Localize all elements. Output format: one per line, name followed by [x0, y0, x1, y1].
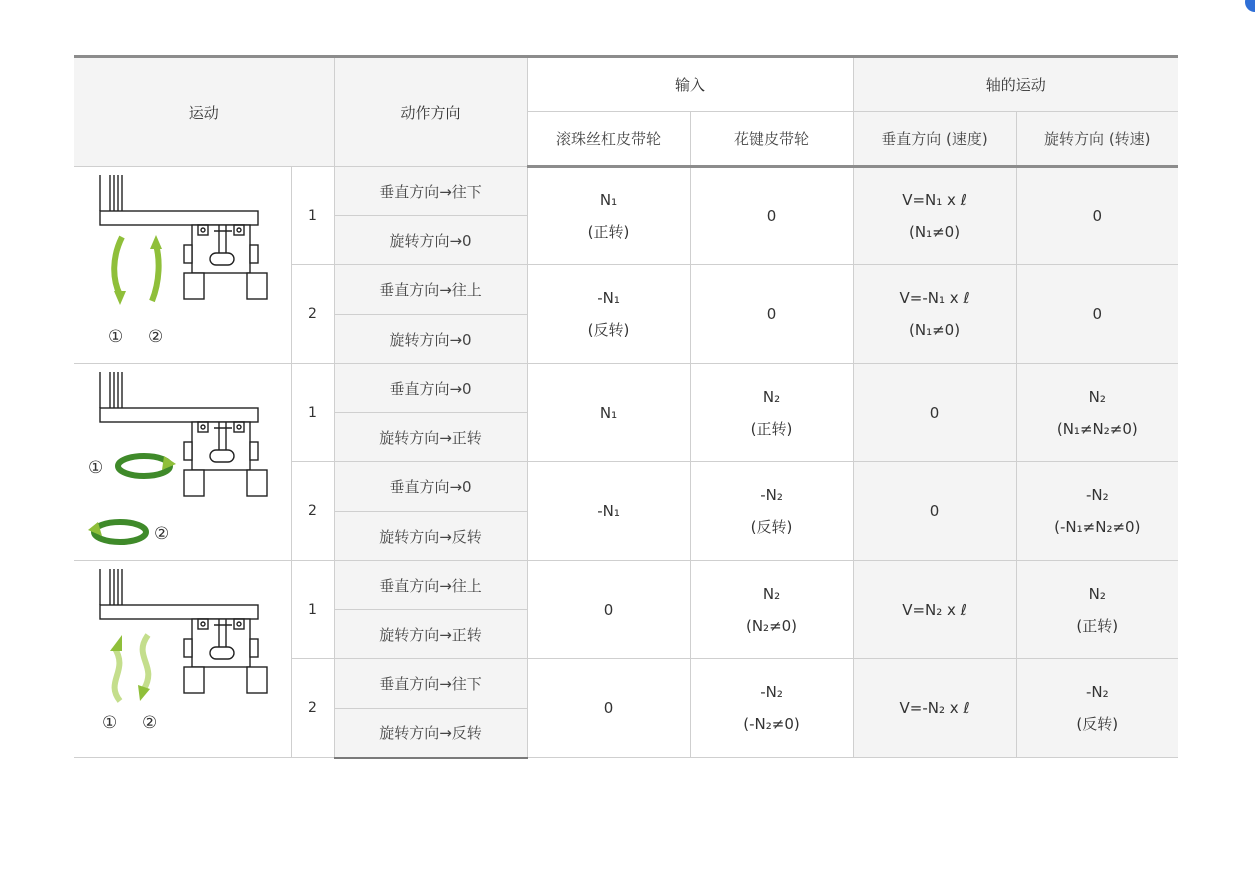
row-number: 1: [291, 167, 334, 265]
action-direction-cell: 旋转方向→反转: [334, 512, 527, 561]
rotation-speed-cell-line: 0: [1092, 305, 1103, 323]
ball-screw-value-cell: [527, 561, 690, 659]
spline-value-cell-line: (-N₂≠0): [743, 715, 800, 733]
spline-value-cell: [690, 265, 853, 364]
action-direction-cell: 垂直方向→0: [334, 462, 527, 512]
action-direction-cell: 旋转方向→0: [334, 216, 527, 265]
motion-marker-1: ①: [102, 713, 118, 733]
motion-marker-2: ②: [154, 524, 170, 544]
rotation-speed-cell: [1016, 167, 1178, 265]
spline-value-cell: [690, 659, 853, 758]
up-arrow-icon: [152, 245, 159, 301]
vertical-speed-cell-line: V=N₁ x ℓ: [902, 191, 967, 209]
rotation-arrows-illustration: [74, 364, 291, 560]
rotation-speed-cell-line: 0: [1092, 207, 1103, 225]
ball-screw-value-cell: [527, 364, 690, 462]
row-number: 1: [291, 364, 334, 462]
spline-value-cell-line: (N₂≠0): [745, 616, 798, 635]
action-direction-cell: 旋转方向→正转: [334, 610, 527, 659]
ball-screw-value-cell-line: (正转): [587, 223, 630, 241]
ball-screw-value-cell-line: N₁: [599, 191, 618, 209]
spiral-down-arrow-icon: [143, 635, 149, 689]
ball-screw-value-cell-line: N₁: [599, 403, 618, 422]
down-arrow-icon: [114, 237, 122, 295]
rotation-speed-cell: [1016, 364, 1178, 462]
corner-badge[interactable]: [1245, 0, 1255, 12]
vertical-speed-cell: [853, 659, 1016, 758]
table-body: [74, 167, 1178, 758]
rotation-speed-cell-line: N₂: [1088, 584, 1106, 603]
rotation-speed-cell-line: -N₂: [1085, 486, 1109, 504]
action-direction-cell: 旋转方向→反转: [334, 709, 527, 758]
header-motion: 运动: [74, 57, 334, 167]
rotation-speed-cell-line: (N₁≠N₂≠0): [1056, 419, 1138, 438]
motion-illustration-cell: [74, 364, 291, 561]
motion-marker-2: ②: [148, 327, 164, 347]
motion-spec-table: [74, 55, 1178, 759]
action-direction-cell: 垂直方向→往上: [334, 561, 527, 610]
spline-value-cell: [690, 561, 853, 659]
rotation-speed-cell: [1016, 265, 1178, 364]
header-axis-motion: 轴的运动: [853, 57, 1178, 112]
action-direction-cell: 旋转方向→正转: [334, 413, 527, 462]
reverse-rotation-arrow-icon: [94, 522, 146, 542]
motion-illustration-cell: [74, 561, 291, 758]
vertical-speed-cell-line: V=-N₁ x ℓ: [899, 289, 970, 307]
ball-screw-value-cell-line: -N₁: [597, 289, 620, 307]
ball-screw-value-cell: [527, 167, 690, 265]
rotation-speed-cell-line: -N₂: [1085, 683, 1109, 701]
robot-drawing: [100, 372, 267, 496]
vertical-speed-cell: [853, 265, 1016, 364]
vertical-speed-cell-line: (N₁≠0): [909, 223, 961, 241]
spline-value-cell-line: 0: [766, 207, 777, 225]
action-direction-cell: 垂直方向→往上: [334, 265, 527, 315]
spline-value-cell-line: -N₂: [760, 683, 783, 701]
spline-value-cell: [690, 364, 853, 462]
action-direction-cell: 垂直方向→往下: [334, 167, 527, 216]
row-number: 1: [291, 561, 334, 659]
spline-value-cell-line: 0: [766, 305, 777, 323]
motion-marker-2: ②: [142, 713, 158, 733]
spline-value-cell: [690, 167, 853, 265]
rotation-speed-cell-line: (正转): [1076, 616, 1119, 635]
header-ball-screw-belt-wheel: 滚珠丝杠皮带轮: [527, 112, 690, 167]
spline-value-cell-line: N₂: [762, 584, 781, 603]
action-direction-cell: 旋转方向→0: [334, 315, 527, 364]
vertical-arrows-illustration: [74, 167, 291, 363]
row-number: 2: [291, 265, 334, 364]
spline-value-cell-line: N₂: [762, 387, 781, 406]
motion-illustration-cell: [74, 167, 291, 364]
ball-screw-value-cell-line: 0: [603, 600, 614, 619]
rotation-speed-cell-line: N₂: [1088, 387, 1106, 406]
motion-marker-1: ①: [88, 458, 104, 478]
table-row: [74, 364, 1178, 413]
vertical-speed-cell: [853, 167, 1016, 265]
table-row: [74, 167, 1178, 216]
robot-drawing: [100, 175, 267, 299]
rotation-speed-cell: [1016, 462, 1178, 561]
action-direction-cell: 垂直方向→往下: [334, 659, 527, 709]
spiral-up-arrow-icon: [114, 647, 120, 701]
rotation-speed-cell-line: (-N₁≠N₂≠0): [1054, 518, 1141, 536]
vertical-speed-cell: [853, 364, 1016, 462]
spline-value-cell-line: (反转): [750, 518, 793, 536]
header-input: 输入: [527, 57, 853, 112]
vertical-speed-cell-line: 0: [929, 403, 940, 422]
header-rotation-speed: 旋转方向 (转速): [1016, 112, 1178, 167]
vertical-speed-cell: [853, 561, 1016, 659]
ball-screw-value-cell-line: -N₁: [597, 502, 620, 520]
table-row: [74, 561, 1178, 610]
header-vertical-speed: 垂直方向 (速度): [853, 112, 1016, 167]
vertical-speed-cell-line: V=-N₂ x ℓ: [899, 699, 970, 717]
action-direction-cell: 垂直方向→0: [334, 364, 527, 413]
rotation-speed-cell: [1016, 561, 1178, 659]
ball-screw-value-cell: [527, 462, 690, 561]
header-action-direction: 动作方向: [334, 57, 527, 167]
ball-screw-value-cell: [527, 659, 690, 758]
robot-drawing: [100, 569, 267, 693]
vertical-speed-cell: [853, 462, 1016, 561]
ball-screw-value-cell: [527, 265, 690, 364]
row-number: 2: [291, 462, 334, 561]
spline-value-cell-line: -N₂: [760, 486, 783, 504]
spline-value-cell-line: (正转): [750, 419, 793, 438]
rotation-speed-cell: [1016, 659, 1178, 758]
ball-screw-value-cell-line: (反转): [587, 321, 630, 339]
rotation-speed-cell-line: (反转): [1076, 715, 1119, 733]
forward-rotation-arrow-icon: [118, 456, 170, 476]
vertical-speed-cell-line: V=N₂ x ℓ: [902, 600, 967, 619]
spline-value-cell: [690, 462, 853, 561]
motion-marker-1: ①: [108, 327, 124, 347]
header-spline-belt-wheel: 花键皮带轮: [690, 112, 853, 167]
vertical-speed-cell-line: (N₁≠0): [909, 321, 961, 339]
ball-screw-value-cell-line: 0: [603, 699, 614, 717]
vertical-speed-cell-line: 0: [929, 502, 940, 520]
row-number: 2: [291, 659, 334, 758]
